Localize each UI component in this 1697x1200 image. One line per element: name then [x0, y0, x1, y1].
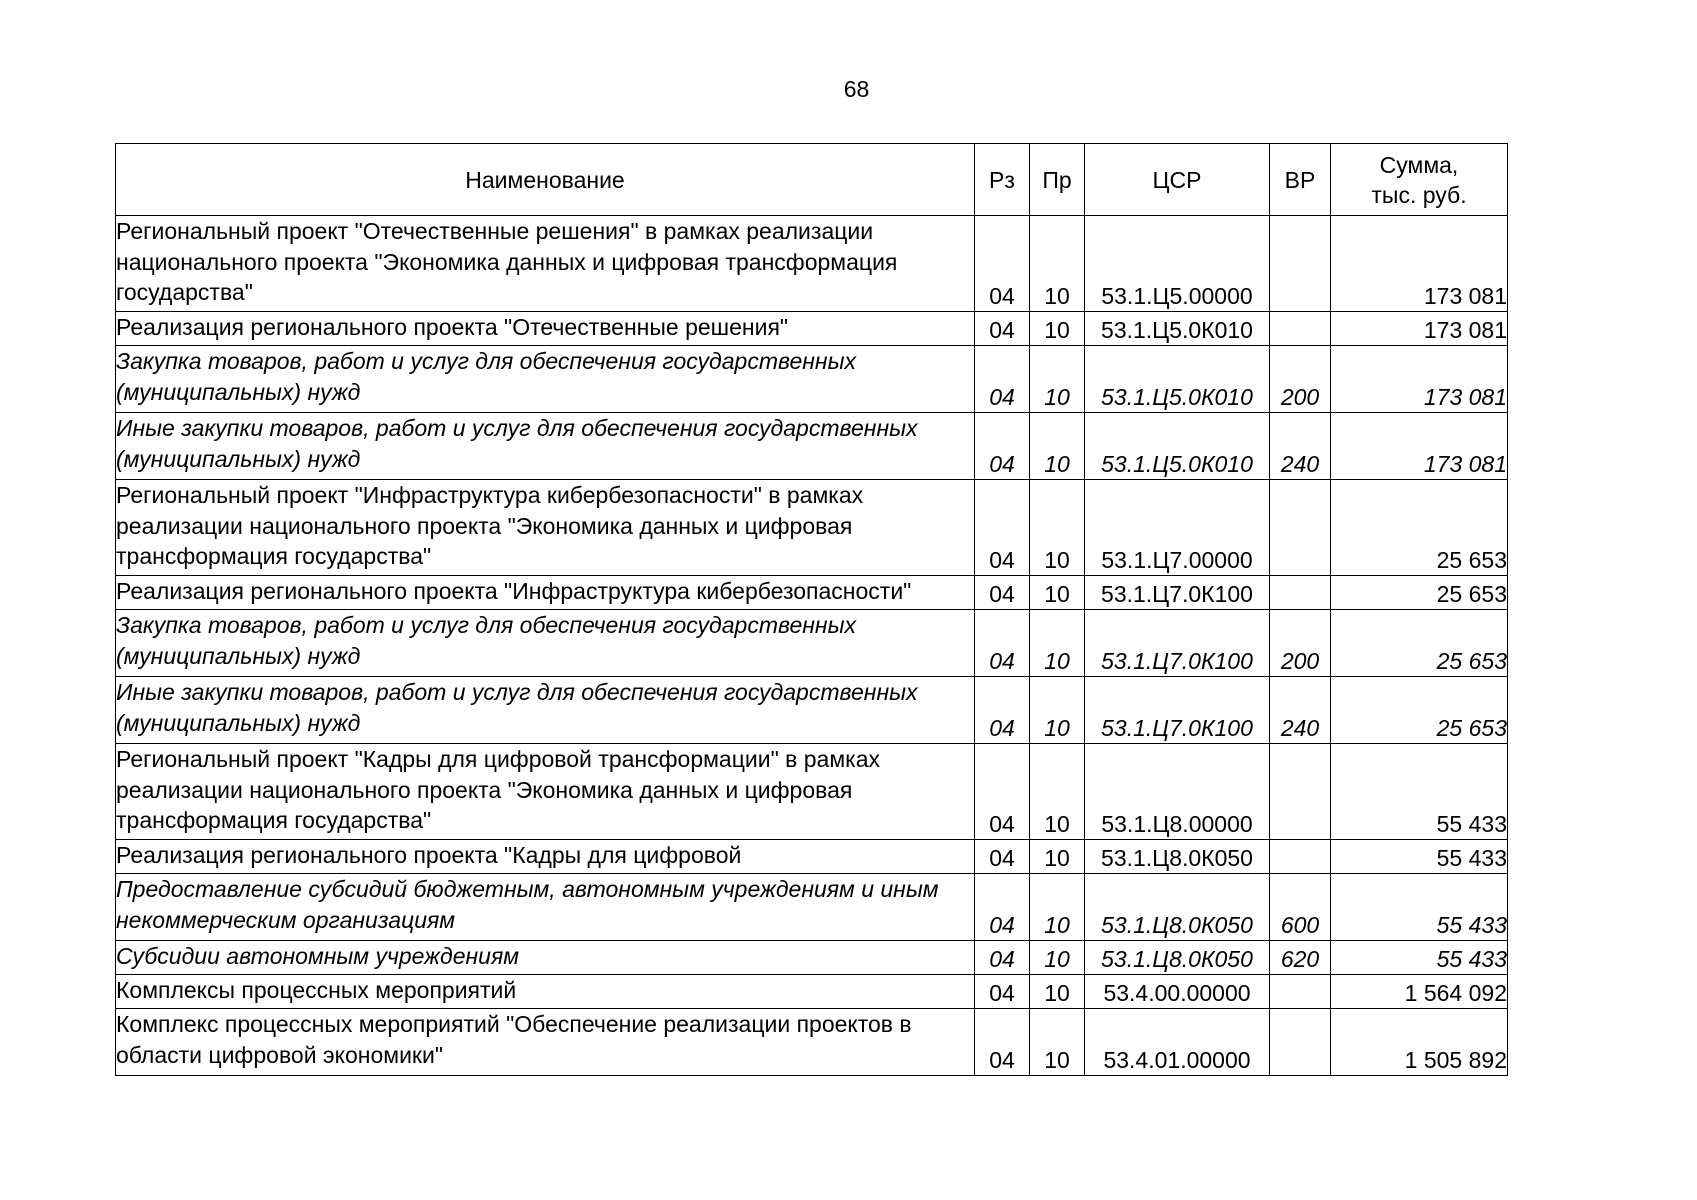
table-row	[116, 312, 1508, 346]
cell-pr: 10	[1030, 480, 1085, 576]
cell-pr: 10	[1030, 346, 1085, 413]
table-row	[116, 1009, 1508, 1076]
cell-pr: 10	[1030, 216, 1085, 312]
cell-sum: 55 433	[1331, 874, 1508, 941]
cell-name: Региональный проект "Кадры для цифровой трансформации" в рамках реализации национального проекта "Экономика данных и цифровая трансформация государства"	[116, 744, 975, 840]
header-name: Наименование	[116, 144, 975, 216]
cell-name: Реализация регионального проекта "Отечественные решения"	[116, 312, 975, 346]
cell-csr: 53.1.Ц7.0К100	[1085, 576, 1270, 610]
cell-name: Закупка товаров, работ и услуг для обеспечения государственных (муниципальных) нужд	[116, 346, 975, 413]
cell-sum: 55 433	[1331, 941, 1508, 975]
cell-pr: 10	[1030, 1009, 1085, 1076]
table-row	[116, 610, 1508, 677]
cell-sum: 25 653	[1331, 576, 1508, 610]
cell-sum: 55 433	[1331, 744, 1508, 840]
cell-csr: 53.1.Ц5.0К010	[1085, 346, 1270, 413]
cell-vr	[1270, 480, 1331, 576]
cell-csr: 53.4.00.00000	[1085, 975, 1270, 1009]
cell-csr: 53.4.01.00000	[1085, 1009, 1270, 1076]
cell-csr: 53.1.Ц7.0К100	[1085, 677, 1270, 744]
table-row	[116, 480, 1508, 576]
cell-vr	[1270, 975, 1331, 1009]
cell-rz: 04	[975, 312, 1030, 346]
cell-csr: 53.1.Ц8.0К050	[1085, 941, 1270, 975]
header-rz: Рз	[975, 144, 1030, 216]
cell-pr: 10	[1030, 576, 1085, 610]
table-row	[116, 413, 1508, 480]
table-row	[116, 744, 1508, 840]
table-row	[116, 346, 1508, 413]
cell-name: Реализация регионального проекта "Инфраструктура кибербезопасности"	[116, 576, 975, 610]
cell-sum: 1 505 892	[1331, 1009, 1508, 1076]
cell-name: Региональный проект "Отечественные решения" в рамках реализации национального проекта "Экономика данных и цифровая трансформация государства"	[116, 216, 975, 312]
cell-csr: 53.1.Ц7.0К100	[1085, 610, 1270, 677]
cell-name: Иные закупки товаров, работ и услуг для обеспечения государственных (муниципальных) нужд	[116, 677, 975, 744]
table-row	[116, 216, 1508, 312]
table-row	[116, 975, 1508, 1009]
cell-csr: 53.1.Ц8.0К050	[1085, 840, 1270, 874]
cell-name: Предоставление субсидий бюджетным, автономным учреждениям и иным некоммерческим организациям	[116, 874, 975, 941]
cell-rz: 04	[975, 1009, 1030, 1076]
header-pr: Пр	[1030, 144, 1085, 216]
cell-name: Закупка товаров, работ и услуг для обеспечения государственных (муниципальных) нужд	[116, 610, 975, 677]
cell-vr	[1270, 744, 1331, 840]
table-row	[116, 576, 1508, 610]
cell-vr	[1270, 216, 1331, 312]
header-vr: ВР	[1270, 144, 1331, 216]
cell-pr: 10	[1030, 610, 1085, 677]
cell-pr: 10	[1030, 941, 1085, 975]
cell-vr	[1270, 576, 1331, 610]
cell-name: Региональный проект "Инфраструктура кибербезопасности" в рамках реализации национального проекта "Экономика данных и цифровая трансформация государства"	[116, 480, 975, 576]
cell-rz: 04	[975, 874, 1030, 941]
cell-rz: 04	[975, 610, 1030, 677]
cell-pr: 10	[1030, 840, 1085, 874]
cell-vr: 240	[1270, 677, 1331, 744]
cell-csr: 53.1.Ц7.00000	[1085, 480, 1270, 576]
cell-vr: 240	[1270, 413, 1331, 480]
cell-sum: 25 653	[1331, 480, 1508, 576]
table-row	[116, 677, 1508, 744]
cell-pr: 10	[1030, 874, 1085, 941]
cell-vr: 620	[1270, 941, 1331, 975]
table-header-row	[116, 144, 1508, 216]
cell-rz: 04	[975, 480, 1030, 576]
cell-pr: 10	[1030, 975, 1085, 1009]
cell-sum: 25 653	[1331, 677, 1508, 744]
cell-rz: 04	[975, 840, 1030, 874]
cell-sum: 55 433	[1331, 840, 1508, 874]
cell-sum: 173 081	[1331, 346, 1508, 413]
cell-pr: 10	[1030, 677, 1085, 744]
cell-name: Иные закупки товаров, работ и услуг для обеспечения государственных (муниципальных) нужд	[116, 413, 975, 480]
cell-rz: 04	[975, 346, 1030, 413]
cell-vr	[1270, 840, 1331, 874]
table-row	[116, 840, 1508, 874]
cell-vr	[1270, 1009, 1331, 1076]
cell-csr: 53.1.Ц8.0К050	[1085, 874, 1270, 941]
cell-csr: 53.1.Ц5.00000	[1085, 216, 1270, 312]
cell-pr: 10	[1030, 744, 1085, 840]
cell-rz: 04	[975, 941, 1030, 975]
cell-csr: 53.1.Ц8.00000	[1085, 744, 1270, 840]
cell-rz: 04	[975, 413, 1030, 480]
cell-sum: 173 081	[1331, 413, 1508, 480]
cell-sum: 173 081	[1331, 216, 1508, 312]
header-sum-line2: тыс. руб.	[1371, 181, 1467, 208]
cell-vr	[1270, 312, 1331, 346]
header-sum	[1331, 144, 1508, 216]
cell-vr: 200	[1270, 610, 1331, 677]
cell-csr: 53.1.Ц5.0К010	[1085, 413, 1270, 480]
cell-vr: 600	[1270, 874, 1331, 941]
table-row	[116, 941, 1508, 975]
cell-sum: 25 653	[1331, 610, 1508, 677]
cell-rz: 04	[975, 975, 1030, 1009]
cell-name: Комплекс процессных мероприятий "Обеспечение реализации проектов в области цифровой экономики"	[116, 1009, 975, 1076]
page-number: 68	[843, 76, 870, 102]
table-row	[116, 874, 1508, 941]
header-sum-line1: Сумма,	[1379, 151, 1459, 178]
cell-pr: 10	[1030, 413, 1085, 480]
cell-sum: 1 564 092	[1331, 975, 1508, 1009]
cell-sum: 173 081	[1331, 312, 1508, 346]
cell-name: Субсидии автономным учреждениям	[116, 941, 975, 975]
cell-rz: 04	[975, 744, 1030, 840]
budget-table	[115, 143, 1508, 1076]
cell-rz: 04	[975, 677, 1030, 744]
header-csr: ЦСР	[1085, 144, 1270, 216]
cell-rz: 04	[975, 576, 1030, 610]
cell-name: Комплексы процессных мероприятий	[116, 975, 975, 1009]
cell-pr: 10	[1030, 312, 1085, 346]
cell-rz: 04	[975, 216, 1030, 312]
cell-csr: 53.1.Ц5.0К010	[1085, 312, 1270, 346]
cell-vr: 200	[1270, 346, 1331, 413]
cell-name: Реализация регионального проекта "Кадры для цифровой	[116, 840, 975, 874]
